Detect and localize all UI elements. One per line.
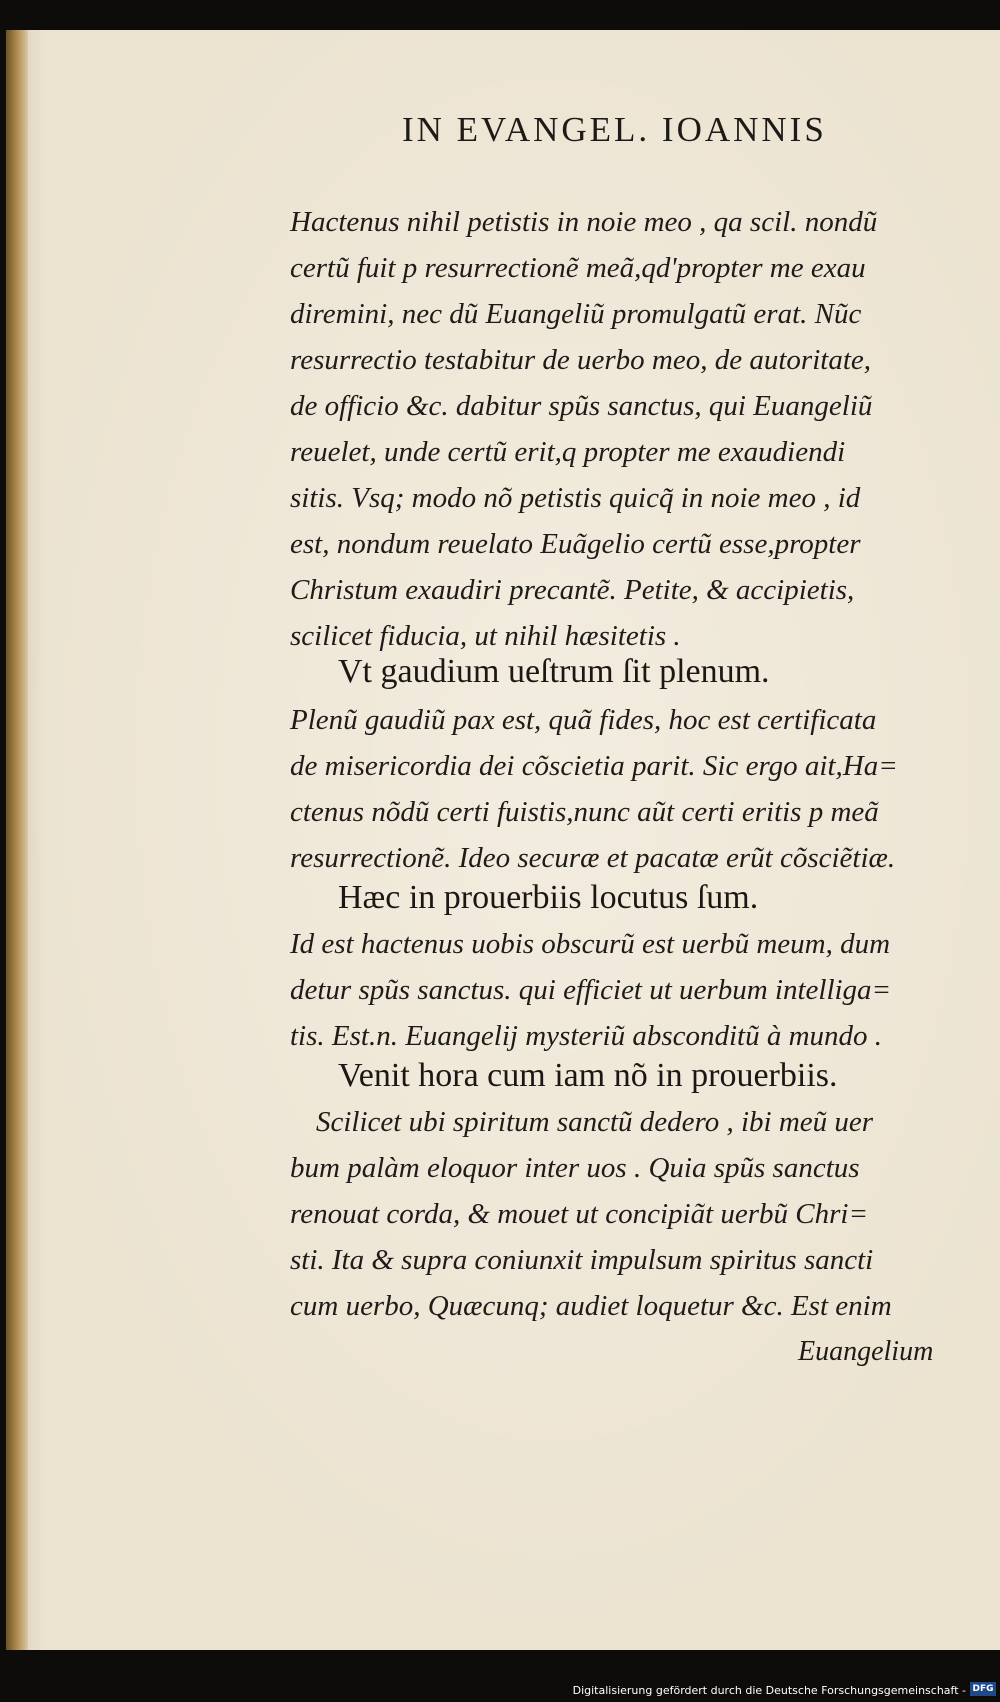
text-line: scilicet fiducia, ut nihil hæsitetis . (290, 620, 681, 652)
lemma-heading: Vt gaudium ueſtrum ſit plenum. (338, 653, 770, 690)
lemma-heading: Hæc in prouerbiis locutus ſum. (338, 879, 759, 916)
text-line: Hactenus nihil petistis in noie meo , qa scil. nondũ (290, 206, 878, 238)
text-line: detur spũs sanctus. qui efficiet ut uerbum intelliga= (290, 974, 892, 1006)
text-line: resurrectionẽ. Ideo securæ et pacatæ erũt cõsciẽtiæ. (290, 842, 896, 874)
catchword: Euangelium (798, 1336, 934, 1367)
text-line: cum uerbo, Quæcunq; audiet loquetur &c. Est enim (290, 1290, 892, 1322)
lemma-heading: Venit hora cum iam nõ in prouerbiis. (338, 1057, 838, 1094)
text-line: reuelet, unde certũ erit,q propter me exaudiendi (290, 436, 846, 468)
dfg-logo: DFG (970, 1682, 996, 1696)
text-line: tis. Est.n. Euangelij mysteriũ absconditũ à mundo . (290, 1020, 883, 1052)
text-line: sitis. Vsq; modo nõ petistis quicq̃ in noie meo , id (290, 482, 861, 514)
text-line: Christum exaudiri precantẽ. Petite, & accipietis, (290, 574, 855, 606)
funding-note: Digitalisierung gefördert durch die Deutsche Forschungsgemeinschaft - (572, 1684, 966, 1697)
text-line: sti. Ita & supra coniunxit impulsum spiritus sancti (290, 1244, 874, 1276)
text-line: est, nondum reuelato Euãgelio certũ esse,propter (290, 528, 861, 560)
text-line: Plenũ gaudiũ pax est, quã fides, hoc est certificata (290, 704, 877, 736)
text-line: renouat corda, & mouet ut concipiãt uerbũ Chri= (290, 1198, 869, 1230)
text-line: resurrectio testabitur de uerbo meo, de autoritate, (290, 344, 871, 376)
page-gutter (6, 30, 28, 1650)
text-line: ctenus nõdũ certi fuistis,nunc aũt certi eritis p meã (290, 796, 879, 828)
text-line: bum palàm eloquor inter uos . Quia spũs sanctus (290, 1152, 860, 1184)
running-head: IN EVANGEL. IOANNIS (402, 110, 827, 149)
text-line: Id est hactenus uobis obscurũ est uerbũ meum, dum (290, 928, 891, 960)
text-line: de officio &c. dabitur spũs sanctus, qui Euangeliũ (290, 390, 873, 422)
text-line: de misericordia dei cõscietia parit. Sic ergo ait,Ha= (290, 750, 898, 782)
text-line: diremini, nec dũ Euangeliũ promulgatũ erat. Nũc (290, 298, 862, 330)
text-line: Scilicet ubi spiritum sanctũ dedero , ibi meũ uer (316, 1106, 874, 1138)
text-line: certũ fuit p resurrectionẽ meã,qd'propter me exau (290, 252, 866, 284)
